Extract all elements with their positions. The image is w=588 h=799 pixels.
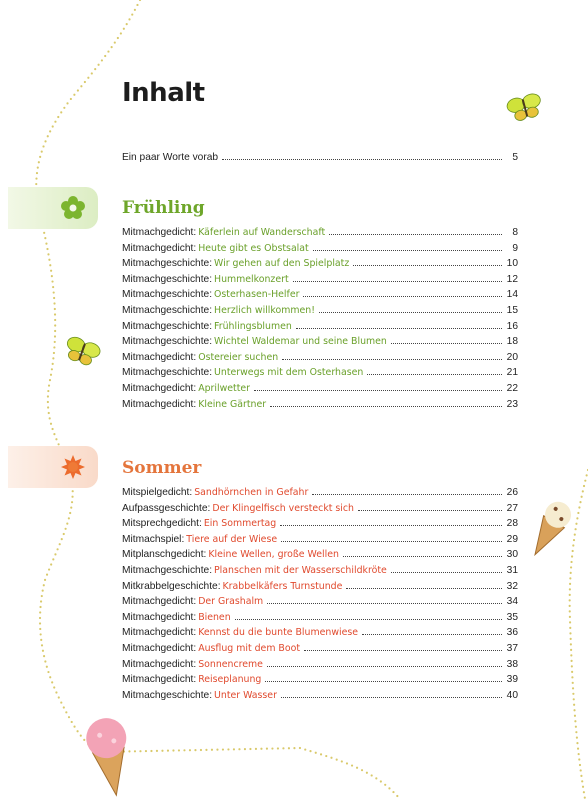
toc-entry-label: Mitplanschgedicht:	[122, 549, 207, 561]
toc-page-number: 12	[506, 273, 518, 285]
dotted-leader	[303, 296, 502, 297]
toc-page-number: 31	[506, 564, 518, 576]
dotted-leader	[362, 634, 502, 635]
toc-page-number: 38	[506, 658, 518, 670]
toc-row[interactable]	[122, 547, 518, 563]
toc-entry-label: Mitmachgeschichte:	[122, 258, 213, 270]
dotted-leader	[391, 343, 502, 344]
toc-row[interactable]	[122, 303, 518, 319]
toc-entry-title: Ein Sommertag	[203, 518, 277, 530]
toc-entry-label: Mitspielgedicht:	[122, 487, 193, 498]
toc-row[interactable]	[122, 579, 518, 595]
toc-row[interactable]	[122, 516, 518, 532]
toc-page-number: 14	[506, 289, 518, 301]
dotted-leader	[265, 681, 502, 682]
toc-intro-row[interactable]	[122, 150, 518, 166]
toc-entry-label: Mitmachgeschichte:	[122, 689, 213, 701]
dotted-leader	[391, 572, 502, 573]
toc-entry-label: Mitmachgedicht:	[122, 382, 197, 394]
flower-icon	[60, 195, 86, 221]
toc-page-number: 20	[506, 351, 518, 363]
dotted-leader	[282, 359, 502, 360]
toc-entry-label: Mitmachgedicht:	[122, 627, 197, 639]
toc-page-number: 29	[506, 533, 518, 545]
toc-row[interactable]	[122, 287, 518, 303]
dotted-leader	[319, 312, 502, 313]
toc-page-number: 15	[506, 304, 518, 316]
toc-row[interactable]	[122, 610, 518, 626]
toc-entry-label: Mitmachgeschichte:	[122, 304, 213, 316]
toc-page-number: 39	[506, 674, 518, 686]
toc-entry-title: Wichtel Waldemar und seine Blumen	[214, 336, 387, 348]
toc-entry-label: Mitmachgedicht:	[122, 227, 197, 238]
toc-entry-label: Mitmachgedicht:	[122, 658, 197, 670]
dotted-leader	[313, 250, 502, 251]
toc-entry-title: Heute gibt es Obstsalat	[198, 242, 309, 254]
toc-row[interactable]	[122, 532, 518, 548]
toc-entry-title: Hummelkonzert	[214, 273, 289, 285]
butterfly-icon	[62, 335, 102, 368]
dotted-leader	[312, 494, 502, 495]
toc-entry-label: Mitmachgeschichte:	[122, 336, 213, 348]
toc-entry-label: Mitmachgeschichte:	[122, 289, 213, 301]
toc-page-number: 34	[506, 596, 518, 608]
toc-page-number: 37	[506, 642, 518, 654]
toc-page-number: 10	[506, 258, 518, 270]
toc-page-number: 36	[506, 627, 518, 639]
toc-row[interactable]	[122, 225, 518, 241]
toc-entry-label: Mitmachgedicht:	[122, 242, 197, 254]
toc-entry-title: Aprilwetter	[198, 382, 251, 394]
toc-entry-title: Herzlich willkommen!	[214, 304, 315, 316]
toc-entry-title: Sandhörnchen in Gefahr	[194, 487, 309, 498]
toc-entry-label: Mitmachgedicht:	[122, 398, 197, 410]
toc-page-number: 32	[506, 580, 518, 592]
toc-entry-title: Bienen	[198, 611, 231, 623]
dotted-leader	[329, 234, 502, 235]
toc-entry-label: Mitmachgeschichte:	[122, 273, 213, 285]
toc-row[interactable]	[122, 381, 518, 397]
toc-entry-label: Aufpassgeschichte:	[122, 502, 211, 514]
dotted-leader	[353, 265, 502, 266]
toc-list-summer	[122, 485, 518, 703]
toc-row[interactable]	[122, 272, 518, 288]
summer-tab	[8, 446, 98, 488]
toc-page-number: 8	[512, 227, 518, 238]
toc-entry-title: Reiseplanung	[198, 674, 262, 686]
toc-entry-title: Unter Wasser	[214, 689, 277, 701]
dotted-leader	[235, 619, 502, 620]
toc-page-number: 5	[512, 152, 518, 163]
toc-page-number: 27	[506, 502, 518, 514]
dotted-leader	[270, 406, 502, 407]
toc-page-number: 21	[506, 367, 518, 379]
toc-page-number: 30	[506, 549, 518, 561]
dotted-leader	[346, 588, 502, 589]
toc-entry-label: Mitmachgedicht:	[122, 642, 197, 654]
toc-row[interactable]	[122, 688, 518, 704]
toc-page-number: 28	[506, 518, 518, 530]
dotted-leader	[267, 603, 502, 604]
toc-row[interactable]	[122, 397, 518, 413]
toc-row[interactable]	[122, 256, 518, 272]
toc-page-number: 23	[506, 398, 518, 410]
toc-row[interactable]	[122, 501, 518, 517]
ice-cream-cone-icon	[83, 715, 136, 799]
toc-page-number: 16	[506, 320, 518, 332]
toc-row[interactable]	[122, 350, 518, 366]
toc-entry-label: Mitkrabbelgeschichte:	[122, 580, 221, 592]
dotted-leader	[304, 650, 502, 651]
toc-entry-title: Ausflug mit dem Boot	[198, 642, 301, 654]
toc-entry-title: Osterhasen-Helfer	[214, 289, 300, 301]
toc-entry-label: Mitmachgeschichte:	[122, 367, 213, 379]
toc-entry-label: Mitmachgeschichte:	[122, 320, 213, 332]
toc-entry-title: Planschen mit der Wasserschildkröte	[214, 564, 387, 576]
toc-entry-title: Unterwegs mit dem Osterhasen	[214, 367, 364, 379]
toc-entry-label: Mitmachgedicht:	[122, 351, 197, 363]
toc-entry-label: Mitmachgeschichte:	[122, 564, 213, 576]
section-heading-summer: Sommer	[122, 458, 202, 478]
toc-row[interactable]	[122, 319, 518, 335]
dotted-leader	[296, 328, 502, 329]
toc-entry-title: Kennst du die bunte Blumenwiese	[198, 627, 359, 639]
toc-row[interactable]	[122, 625, 518, 641]
toc-entry-label: Mitsprechgedicht:	[122, 518, 202, 530]
butterfly-icon	[505, 92, 544, 123]
toc-entry-title: Kleine Wellen, große Wellen	[208, 549, 339, 561]
toc-entry-title: Der Grashalm	[198, 596, 264, 608]
sun-icon	[60, 454, 86, 480]
toc-entry-title: Käferlein auf Wanderschaft	[198, 227, 326, 238]
dotted-path-right	[570, 470, 588, 799]
spring-tab	[8, 187, 98, 229]
toc-entry-label: Mitmachspiel:	[122, 533, 185, 545]
toc-entry-title: Kleine Gärtner	[198, 398, 267, 410]
dotted-leader	[343, 556, 502, 557]
toc-row[interactable]	[122, 241, 518, 257]
toc-list-spring	[122, 225, 518, 412]
toc-entry-label: Mitmachgedicht:	[122, 596, 197, 608]
toc-row[interactable]	[122, 672, 518, 688]
dotted-leader	[222, 159, 502, 160]
toc-entry-title: Ostereier suchen	[198, 351, 279, 363]
toc-entry-title: Frühlingsblumen	[214, 320, 292, 332]
dotted-leader	[267, 666, 502, 667]
toc-page-number: 22	[506, 382, 518, 394]
toc-entry-title: Der Klingelfisch versteckt sich	[212, 502, 354, 514]
toc-row[interactable]	[122, 334, 518, 350]
toc-page-number: 40	[506, 689, 518, 701]
dotted-leader	[280, 525, 502, 526]
toc-entry-title: Wir gehen auf den Spielplatz	[214, 258, 350, 270]
toc-page-number: 18	[506, 336, 518, 348]
toc-entry-label: Mitmachgedicht:	[122, 611, 197, 623]
toc-row[interactable]	[122, 657, 518, 673]
toc-row[interactable]	[122, 563, 518, 579]
toc-entry-title: Sonnencreme	[198, 658, 263, 670]
toc-row[interactable]	[122, 594, 518, 610]
dotted-leader	[293, 281, 502, 282]
toc-entry-title: Krabbelkäfers Turnstunde	[222, 580, 343, 592]
section-heading-spring: Frühling	[122, 198, 205, 218]
page-title: Inhalt	[122, 78, 205, 108]
toc-row[interactable]	[122, 365, 518, 381]
dotted-leader	[281, 541, 502, 542]
toc-page-number: 26	[506, 487, 518, 498]
toc-row[interactable]	[122, 485, 518, 501]
dotted-leader	[367, 374, 502, 375]
toc-entry-label: Mitmachgedicht:	[122, 674, 197, 686]
dotted-leader	[358, 510, 502, 511]
toc-page-number: 9	[512, 242, 518, 254]
dotted-leader	[281, 697, 502, 698]
toc-page-number: 35	[506, 611, 518, 623]
toc-entry-label: Ein paar Worte vorab	[122, 152, 219, 163]
toc-row[interactable]	[122, 641, 518, 657]
toc-entry-title: Tiere auf der Wiese	[186, 533, 278, 545]
ice-cream-cone-icon	[524, 497, 576, 561]
dotted-leader	[254, 390, 502, 391]
